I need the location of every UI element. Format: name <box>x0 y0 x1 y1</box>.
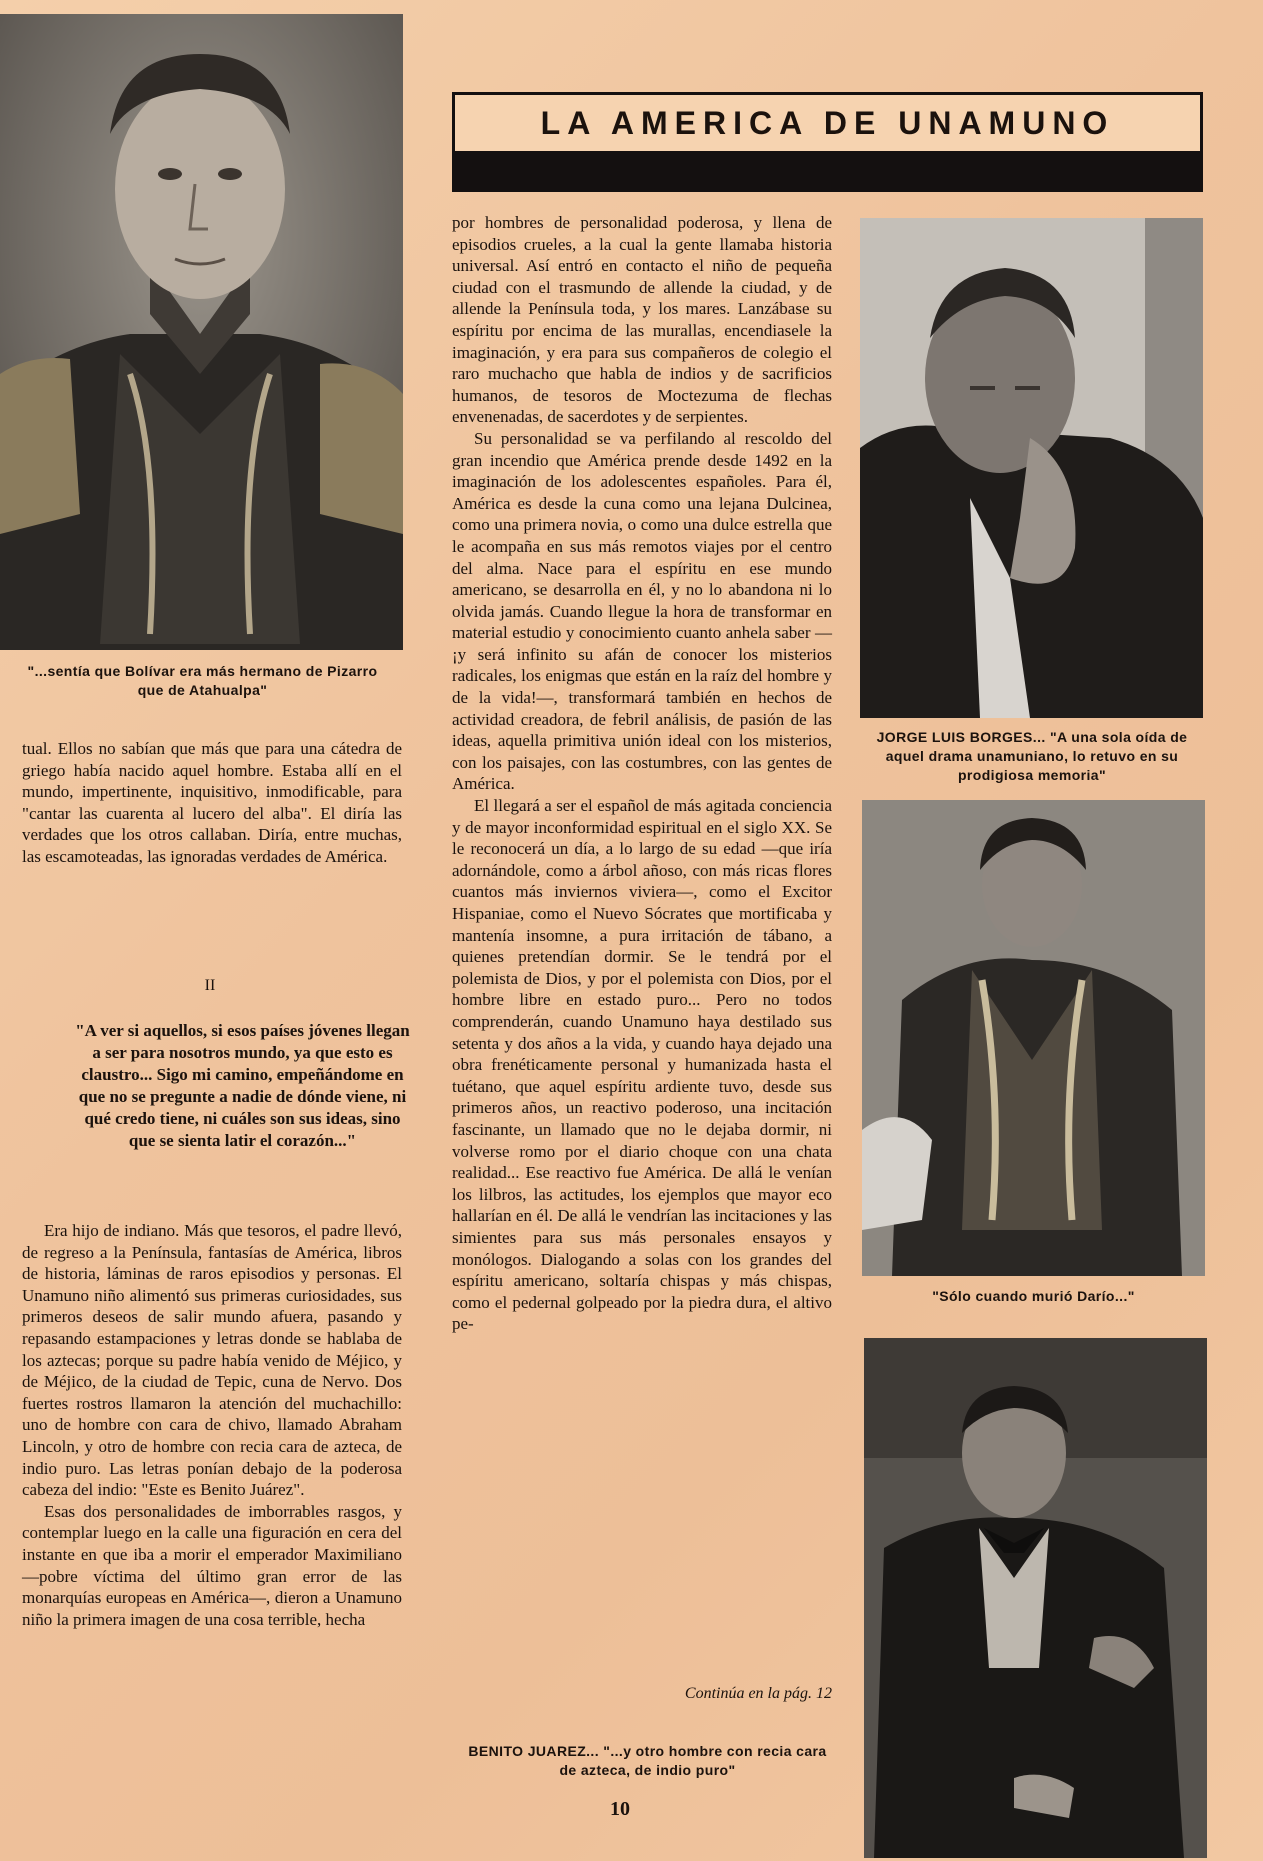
unamuno-quote: "A ver si aquellos, si esos países jóvenes llegan a ser para nosotros mundo, ya que esto es claustro... Sigo mi camino, empeñándome en que no se pregunte a nadie de dónde viene, ni qué credo tiene, ni cuáles son sus ideas, sino que se sienta latir el corazón..." <box>75 1021 410 1150</box>
page-title: LA AMERICA DE UNAMUNO <box>540 105 1115 141</box>
juarez-caption: BENITO JUAREZ... "...y otro hombre con recia cara de azteca, de indio puro" <box>468 1743 827 1778</box>
dario-photo-image <box>862 800 1205 1276</box>
page-number: 10 <box>610 1798 630 1820</box>
borges-photo <box>860 218 1203 718</box>
juarez-photo <box>864 1338 1207 1858</box>
bolivar-portrait <box>0 14 403 650</box>
headline-box <box>452 92 1203 154</box>
left-column-bottom <box>22 1220 402 1630</box>
bolivar-caption: "...sentía que Bolívar era más hermano de Pizarro que de Atahualpa" <box>27 663 378 698</box>
left-column-top <box>22 738 402 868</box>
middle-paragraph-3: El llegará a ser el español de más agitada conciencia y de mayor inconformidad espiritual en el siglo XX. Se le reconocerá un día, a lo largo de su edad —que iría adornándole, como a árbol añoso, con más ricas flores cuantos más inviernos viviera—, como el Excitor Hispaniae, como el Nuevo Sócrates que mortificaba y mantenía insomne, a pura irritación de tábano, a quienes pretendían dormir. Se le tendrá por el polemista de Dios, y por el polemista con Dios, por el hombre libre en estado puro... Pero no todos comprenderán, cuando Unamuno haya destilado sus setenta y dos años a la vida, y cuando haya dejado una obra frenéticamente personal y humanizada hasta el tuétano, que aquel espíritu ardiente tuvo, desde sus primeros años, un reactivo poderoso, una incitación fascinante, un llamado que no le dejaba dormir, ni volverse romo por el diario choque con una chata realidad... Ese reactivo fue América. De allá le venían los lilbros, las actitudes, los ejemplos que mayor eco hallarían en él. De allá le vendrían las incitaciones y las simientes para sus más personales ensayos y monólogos. Dialogando a solas con los grandes del espíritu americano, soltaría chispas y más chispas, como el pedernal golpeado por la piedra dura, el altivo pe- <box>452 796 832 1334</box>
borges-caption: JORGE LUIS BORGES... "A una sola oída de aquel drama unamuniano, lo retuvo en su prodigiosa memoria" <box>876 729 1188 783</box>
bolivar-portrait-image <box>0 14 403 650</box>
dario-photo <box>862 800 1205 1276</box>
title-underbar <box>452 154 1203 192</box>
left-paragraph-1: tual. Ellos no sabían que más que para una cátedra de griego había nacido aquel hombre. Estaba allí en el mundo, impertinente, inquisitivo, inmodificable, para "cantar las cuarenta al lucero del alba". El diría las verdades que los otros callaban. Diría, entre muchas, las escamoteadas, las ignoradas verdades de América. <box>22 739 402 866</box>
middle-paragraph-1: por hombres de personalidad poderosa, y llena de episodios crueles, a la cual la gente llamaba historia universal. Así entró en contacto el niño de pequeña ciudad con el trasmundo de allende la ciudad, y de allende la Península toda, y los mares. Lanzábase su espíritu por encima de las murallas, encendiasele la imaginación, y era para sus compañeros de colegio el raro muchacho que habla de indios y de sacrificios humanos, de tesoros de Moctezuma de flechas envenenadas, de sacerdotes y de serpientes. <box>452 213 832 427</box>
left-paragraph-2: Era hijo de indiano. Más que tesoros, el padre llevó, de regreso a la Península, fantasías de América, libros de historia, láminas de raros episodios y personas. El Unamuno niño alimentó sus primeras curiosidades, sus primeros deseos de salir mundo afuera, pasando y repasando estampaciones y letras donde se hablaba de los aztecas; porque su padre había venido de Méjico, y de Méjico, de la ciudad de Tepic, cuna de Nervo. Dos fuertes rostros llamaron la atención del muchachillo: uno de hombre con cara de chivo, llamado Abraham Lincoln, y otro de hombre con recia cara de azteca, de indio puro. Las letras ponían debajo de la poderosa cabeza del indio: "Este es Benito Juárez". <box>22 1221 402 1500</box>
middle-column <box>452 212 832 1335</box>
middle-paragraph-2: Su personalidad se va perfilando al rescoldo del gran incendio que América prende desde 1492 en la imaginación de los adolescentes españoles. Para él, América es desde la cuna como una lejana Dulcinea, como una primera novia, o como una dulce estrella que le acompaña en sus más remotos viajes por el centro del alma. Nace para el espíritu en ese mundo americano, se desarrolla en él, y no lo abandona ni lo olvida jamás. Cuando llegue la hora de transformar en material estudio y conocimiento cuanto anhela saber —¡y será infinito su afán de conocer los misterios radicales, los enigmas que están en la raíz del hombre y de la vida!—, transformará también en hechos de actividad creadora, de febril análisis, de pasión de las ideas, aquella primitiva unión ideal con los misterios, con los paisajes, con las costumbres, con las gentes de América. <box>452 428 832 794</box>
dario-caption: "Sólo cuando murió Darío..." <box>932 1288 1135 1304</box>
continued-note: Continúa en la pág. 12 <box>684 1685 832 1702</box>
juarez-photo-image <box>864 1338 1207 1858</box>
section-numeral: II <box>204 977 216 994</box>
left-paragraph-3: Esas dos personalidades de imborrables rasgos, y contemplar luego en la calle una figuración en cera del instante en que iba a morir el emperador Maximiliano —pobre víctima del último gran error de las monarquías europeas en América—, dieron a Unamuno niño la primera imagen de una cosa terrible, hecha <box>22 1501 402 1629</box>
borges-photo-image <box>860 218 1203 718</box>
